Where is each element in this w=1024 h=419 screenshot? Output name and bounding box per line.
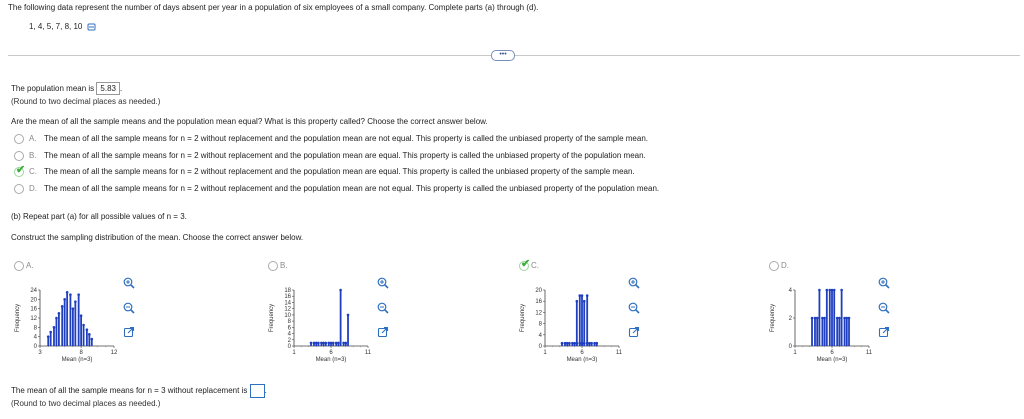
y-axis-label: Frequency — [520, 303, 526, 333]
y-tick-label: 16 — [535, 299, 542, 306]
bar-point — [342, 342, 345, 345]
bar-point — [327, 342, 330, 345]
bar-point — [313, 342, 316, 345]
bar-point — [69, 293, 72, 296]
check-icon: ✔ — [16, 164, 26, 176]
external-link-icon[interactable] — [878, 326, 890, 338]
x-tick-label: 6 — [329, 350, 333, 356]
bar-point — [82, 324, 85, 327]
data-values-text: 1, 4, 5, 7, 8, 10 — [29, 22, 83, 31]
y-tick-label: 4 — [33, 334, 37, 341]
y-tick-label: 2 — [788, 316, 792, 322]
bar-point — [571, 342, 574, 345]
histogram-chart — [765, 282, 877, 370]
bar-point — [814, 317, 817, 320]
bar-point — [583, 300, 586, 303]
bar-point — [831, 289, 834, 292]
bar-point — [335, 342, 338, 345]
radio-button[interactable] — [268, 261, 278, 271]
y-tick-label: 12 — [30, 316, 37, 322]
y-axis-label: Frequency — [770, 303, 776, 333]
y-tick-label: 24 — [30, 288, 37, 294]
zoom-out-icon[interactable] — [377, 302, 389, 314]
bar-point — [588, 342, 591, 345]
bar-point — [322, 342, 325, 345]
y-tick-label: 16 — [284, 294, 291, 301]
zoom-in-icon[interactable] — [123, 277, 135, 289]
round-note-a: (Round to two decimal places as needed.) — [11, 97, 161, 106]
population-mean-line: The population mean is 5.83 . — [11, 84, 123, 93]
x-tick-label: 11 — [865, 350, 873, 356]
option-letter: B. — [29, 151, 37, 160]
bar-point — [347, 314, 350, 317]
bar-point — [55, 317, 58, 320]
y-tick-label: 10 — [284, 312, 291, 319]
bar-point — [568, 342, 571, 345]
x-tick-label: 1 — [793, 350, 797, 356]
x-tick-label: 1 — [543, 350, 547, 356]
population-mean-label: The population mean is — [11, 84, 95, 93]
bar-point — [66, 291, 69, 294]
y-tick-label: 12 — [535, 310, 542, 317]
external-link-icon[interactable] — [123, 326, 135, 338]
bar-point — [836, 317, 839, 320]
bar-point — [80, 314, 83, 317]
bar-point — [317, 342, 320, 345]
x-tick-label: 11 — [364, 350, 372, 356]
bar-point — [586, 294, 589, 297]
x-axis-label: Mean (n=3) — [315, 357, 347, 363]
copy-icon[interactable] — [87, 23, 96, 31]
bar-point — [581, 294, 584, 297]
y-tick-label: 8 — [33, 325, 37, 332]
option-letter: C. — [531, 261, 539, 270]
round-note-b: (Round to two decimal places as needed.) — [11, 399, 161, 408]
option-text: The mean of all the sample means for n = 2 without replacement and the population mean are not equal. This property is called the unbiased property of the sample mean. — [44, 134, 648, 143]
option-letter: A. — [26, 261, 34, 270]
bar-point — [345, 342, 348, 345]
bar-point — [576, 300, 579, 303]
bar-point — [561, 342, 564, 345]
bar-point — [58, 312, 61, 315]
option-letter: A. — [29, 134, 37, 143]
bar-point — [332, 342, 335, 345]
part-a-question: Are the mean of all the sample means and the population mean equal? What is this property called? Choose the correct answer below. — [11, 117, 488, 126]
y-tick-label: 18 — [284, 288, 291, 294]
bar-point — [53, 326, 56, 329]
zoom-out-icon[interactable] — [628, 302, 640, 314]
y-tick-label: 0 — [287, 344, 291, 350]
final-mean-input[interactable] — [250, 384, 265, 398]
y-tick-label: 2 — [287, 337, 291, 344]
option-text: The mean of all the sample means for n = 2 without replacement and the population mean are not equal. This property is called the unbiased property of the population mean. — [44, 184, 660, 193]
bar-point — [596, 342, 599, 345]
zoom-out-icon[interactable] — [878, 302, 890, 314]
question-intro: The following data represent the number of days absent per year in a population of six employees of a small company. Complete parts (a) through (d). — [8, 3, 539, 12]
ellipsis-icon: ••• — [499, 51, 507, 58]
y-tick-label: 20 — [535, 288, 542, 294]
y-axis-label: Frequency — [15, 303, 21, 333]
y-tick-label: 0 — [33, 344, 37, 350]
bar-point — [811, 317, 814, 320]
final-mean-label: The mean of all the sample means for n = 3 without replacement is — [11, 386, 248, 396]
option-letter: C. — [29, 167, 37, 176]
y-tick-label: 8 — [538, 321, 542, 328]
option-text: The mean of all the sample means for n = 2 without replacement and the population mean are equal. This property is called the unbiased property of the sample mean. — [44, 167, 635, 176]
bar-point — [74, 300, 77, 303]
bar-point — [840, 289, 843, 292]
y-tick-label: 14 — [284, 300, 291, 307]
bar-point — [838, 317, 841, 320]
bar-point — [49, 331, 52, 334]
check-icon: ✔ — [521, 258, 531, 270]
option-text: The mean of all the sample means for n = 2 without replacement and the population mean are equal. This property is called the unbiased property of the population mean. — [44, 151, 646, 160]
part-b-instruction: Construct the sampling distribution of the mean. Choose the correct answer below. — [11, 233, 304, 242]
bar-point — [816, 317, 819, 320]
part-b-header: (b) Repeat part (a) for all possible values of n = 3. — [11, 212, 187, 221]
option-letter: D. — [29, 184, 37, 193]
bar-point — [310, 342, 313, 345]
x-tick-label: 6 — [580, 350, 584, 356]
x-axis-label: Mean (n=3) — [566, 357, 598, 363]
histogram-chart — [10, 282, 122, 370]
bar-point — [593, 342, 596, 345]
y-tick-label: 12 — [284, 306, 291, 313]
bar-point — [320, 342, 323, 345]
x-axis-label: Mean (n=3) — [816, 357, 848, 363]
bar-point — [330, 342, 333, 345]
radio-button[interactable] — [14, 184, 24, 194]
bar-point — [843, 317, 846, 320]
zoom-in-icon[interactable] — [628, 277, 640, 289]
bar-point — [573, 342, 576, 345]
y-tick-label: 6 — [287, 325, 291, 332]
external-link-icon[interactable] — [377, 326, 389, 338]
x-tick-label: 1 — [292, 350, 296, 356]
bar-point — [88, 333, 91, 336]
y-tick-label: 8 — [287, 319, 291, 326]
bar-point — [826, 289, 829, 292]
x-tick-label: 11 — [615, 350, 623, 356]
y-tick-label: 16 — [30, 306, 37, 313]
y-tick-label: 4 — [538, 332, 542, 339]
bar-point — [63, 298, 66, 301]
bar-point — [61, 305, 64, 308]
bar-point — [833, 289, 836, 292]
zoom-in-icon[interactable] — [878, 277, 890, 289]
bar-point — [590, 342, 593, 345]
bar-point — [828, 289, 831, 292]
bar-point — [339, 289, 342, 292]
bar-point — [47, 335, 50, 338]
y-tick-label: 4 — [287, 331, 291, 338]
data-values — [29, 22, 96, 31]
more-button[interactable] — [491, 50, 515, 61]
y-tick-label: 0 — [538, 344, 542, 350]
bar-point — [566, 342, 569, 345]
radio-button[interactable] — [14, 151, 24, 161]
x-axis-label: Mean (n=3) — [61, 357, 93, 363]
bar-point — [848, 317, 851, 320]
bar-point — [818, 289, 821, 292]
bar-point — [337, 342, 340, 345]
external-link-icon[interactable] — [628, 326, 640, 338]
x-tick-label: 12 — [110, 350, 118, 356]
bar-point — [86, 328, 89, 331]
population-mean-answer[interactable]: 5.83 — [96, 82, 120, 95]
x-tick-label: 8 — [79, 350, 83, 356]
x-tick-label: 6 — [830, 350, 834, 356]
option-letter: B. — [280, 261, 288, 270]
bar-point — [72, 307, 75, 310]
bar-point — [823, 317, 826, 320]
y-tick-label: 20 — [30, 297, 37, 304]
y-axis-label: Frequency — [269, 303, 275, 333]
radio-button[interactable] — [14, 134, 24, 144]
bar-point — [564, 342, 567, 345]
bar-point — [821, 317, 824, 320]
histogram-chart — [515, 282, 627, 370]
radio-button[interactable] — [769, 261, 779, 271]
radio-button[interactable] — [14, 261, 24, 271]
bar-point — [315, 342, 318, 345]
y-tick-label: 4 — [788, 288, 792, 294]
bar-point — [91, 338, 94, 341]
bar-point — [578, 294, 581, 297]
zoom-in-icon[interactable] — [377, 277, 389, 289]
histogram-chart — [264, 282, 376, 370]
bar-point — [325, 342, 328, 345]
bar-point — [846, 317, 849, 320]
final-mean-line: The mean of all the sample means for n = 3 without replacement is . — [11, 384, 267, 398]
x-tick-label: 3 — [38, 350, 42, 356]
y-tick-label: 0 — [788, 344, 792, 350]
zoom-out-icon[interactable] — [123, 302, 135, 314]
bar-point — [77, 293, 80, 296]
option-letter: D. — [781, 261, 789, 270]
